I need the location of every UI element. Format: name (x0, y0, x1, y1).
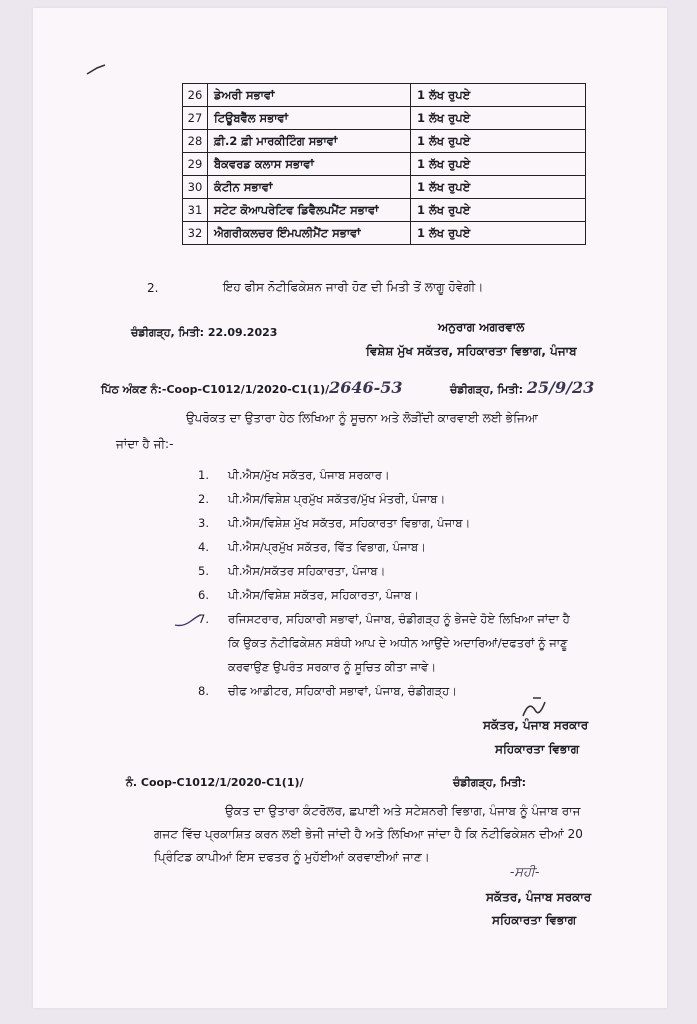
list-item-text: ਪੀ.ਐਸ/ਵਿਸ਼ੇਸ਼ ਪ੍ਰਮੁੱਖ ਸਕੱਤਰ/ਮੁੱਖ ਮੰਤਰੀ, ਪੰਜਾਬ। (228, 492, 446, 506)
place-date: ਚੰਡੀਗੜ੍ਹ, ਮਿਤੀ: 22.09.2023 (131, 326, 278, 339)
fee-row-amount: 1 ਲੱਖ ਰੁਪਏ (411, 199, 586, 222)
list-item-text: ਪੀ.ਐਸ/ਵਿਸ਼ੇਸ਼ ਸਕੱਤਰ, ਸਹਿਕਾਰਤਾ, ਪੰਜਾਬ। (228, 588, 419, 602)
signature2-mark: -ਸਹੀ- (510, 865, 540, 880)
fee-row-society-type: ਡੇਅਰੀ ਸਭਾਵਾਂ (208, 84, 411, 107)
distribution-list-item (198, 684, 658, 708)
fee-row-society-type: ਫ਼ੀ.2 ਫ਼ੀ ਮਾਰਕੀਟਿੰਗ ਸਭਾਵਾਂ (208, 130, 411, 153)
signature2-line2: ਸਹਿਕਾਰਤਾ ਵਿਭਾਗ (492, 913, 577, 927)
list-item-text: ਰਜਿਸਟਰਾਰ, ਸਹਿਕਾਰੀ ਸਭਾਵਾਂ, ਪੰਜਾਬ, ਚੰਡੀਗੜ੍ਹ ਨੂੰ ਭੇਜਦੇ ਹੋਏ ਲਿਖਿਆ ਜਾਂਦਾ ਹੈ (228, 612, 570, 626)
signature2-line1: ਸਕੱਤਰ, ਪੰਜਾਬ ਸਰਕਾਰ (486, 890, 592, 904)
signature1-line1: ਸਕੱਤਰ, ਪੰਜਾਬ ਸਰਕਾਰ (483, 718, 589, 732)
distribution-list-item (198, 588, 658, 612)
endorsement2-ref: ਨੰ. Coop-C1012/1/2020-C1(1)/ (126, 776, 304, 789)
list-item-number: 7. (198, 612, 209, 626)
fee-row-number: 26 (183, 84, 208, 107)
signature1-line2: ਸਹਿਕਾਰਤਾ ਵਿਭਾਗ (495, 742, 580, 756)
tick-mark (173, 611, 203, 629)
list-item-text: ਪੀ.ਐਸ/ਮੁੱਖ ਸਕੱਤਰ, ਪੰਜਾਬ ਸਰਕਾਰ। (228, 468, 390, 482)
distribution-list-item (198, 540, 658, 564)
endorsement2-place-date: ਚੰਡੀਗੜ੍ਹ, ਮਿਤੀ: (453, 776, 527, 789)
document-page (33, 8, 667, 1008)
fee-row-amount: 1 ਲੱਖ ਰੁਪਏ (411, 176, 586, 199)
stray-pen-mark (85, 62, 107, 78)
endorsement-ref-label: ਪਿੱਠ ਅੰਕਣ ਨੰ:-Coop-C1012/1/2020-C1(1)/ (101, 383, 330, 396)
distribution-list-item (198, 492, 658, 516)
para2-text: ਇਹ ਫੀਸ ਨੋਟੀਫਿਕੇਸ਼ਨ ਜਾਰੀ ਹੋਣ ਦੀ ਮਿਤੀ ਤੋਂ ਲਾਗੂ ਹੋਵੇਗੀ। (223, 280, 484, 294)
signatory-designation: ਵਿਸ਼ੇਸ਼ ਮੁੱਖ ਸਕੱਤਰ, ਸਹਿਕਾਰਤਾ ਵਿਭਾਗ, ਪੰਜਾਬ (366, 344, 577, 358)
endorsement-date-label: ਚੰਡੀਗੜ੍ਹ, ਮਿਤੀ: (450, 383, 524, 396)
fee-table (182, 83, 586, 245)
fee-table-row (183, 130, 586, 153)
list-item-number: 8. (198, 684, 209, 698)
list-item-text: ਚੀਫ ਆਡੀਟਰ, ਸਹਿਕਾਰੀ ਸਭਾਵਾਂ, ਪੰਜਾਬ, ਚੰਡੀਗੜ੍ਹ। (228, 684, 457, 698)
list-item-number: 5. (198, 564, 209, 578)
list-item-text: ਕਰਵਾਉਣ ਉਪਰੰਤ ਸਰਕਾਰ ਨੂੰ ਸੂਚਿਤ ਕੀਤਾ ਜਾਵੇ। (228, 660, 437, 674)
fee-row-amount: 1 ਲੱਖ ਰੁਪਏ (411, 222, 586, 245)
list-item-text: ਕਿ ਉਕਤ ਨੋਟੀਫਿਕੇਸ਼ਨ ਸਬੰਧੀ ਆਪ ਦੇ ਅਧੀਨ ਆਉਂਦੇ ਅਦਾਰਿਆਂ/ਦਫਤਰਾਂ ਨੂੰ ਜਾਣੂ (228, 636, 568, 650)
endorsement-date (450, 378, 594, 397)
distribution-list-item (198, 612, 658, 684)
fee-row-number: 32 (183, 222, 208, 245)
list-item-number: 1. (198, 468, 209, 482)
endorsement2-line2: ਗਜਟ ਵਿੱਚ ਪ੍ਰਕਾਸ਼ਿਤ ਕਰਨ ਲਈ ਭੇਜੀ ਜਾਂਦੀ ਹੈ ਅਤੇ ਲਿਖਿਆ ਜਾਂਦਾ ਹੈ ਕਿ ਨੋਟੀਫਿਕੇਸ਼ਨ ਦੀਆਂ 20 (154, 827, 583, 841)
list-item-text: ਪੀ.ਐਸ/ਸਕੱਤਰ ਸਹਿਕਾਰਤਾ, ਪੰਜਾਬ। (228, 564, 386, 578)
fee-row-amount: 1 ਲੱਖ ਰੁਪਏ (411, 130, 586, 153)
signatory-name: ਅਨੁਰਾਗ ਅਗਰਵਾਲ (438, 320, 525, 334)
endorsement-intro-line2: ਜਾਂਦਾ ਹੈ ਜੀ:- (116, 437, 174, 451)
list-item-number: 2. (198, 492, 209, 506)
distribution-list-item (198, 564, 658, 588)
fee-row-number: 27 (183, 107, 208, 130)
fee-row-number: 28 (183, 130, 208, 153)
handwritten-ref-number: 2646-53 (329, 378, 403, 397)
fee-row-society-type: ਸਟੇਟ ਕੋਆਪਰੇਟਿਵ ਡਿਵੈਲਪਮੈਂਟ ਸਭਾਵਾਂ (208, 199, 411, 222)
distribution-list-item (198, 468, 658, 492)
fee-row-amount: 1 ਲੱਖ ਰੁਪਏ (411, 107, 586, 130)
fee-row-society-type: ਕੰਟੀਨ ਸਭਾਵਾਂ (208, 176, 411, 199)
list-item-number: 6. (198, 588, 209, 602)
endorsement2-line1: ਉਕਤ ਦਾ ਉਤਾਰਾ ਕੰਟਰੋਲਰ, ਛਪਾਈ ਅਤੇ ਸਟੇਸ਼ਨਰੀ ਵਿਭਾਗ, ਪੰਜਾਬ ਨੂੰ ਪੰਜਾਬ ਰਾਜ (225, 804, 581, 818)
fee-row-number: 29 (183, 153, 208, 176)
fee-table-row (183, 176, 586, 199)
handwritten-date: 25/9/23 (526, 378, 595, 397)
endorsement-ref (101, 378, 403, 397)
fee-row-number: 31 (183, 199, 208, 222)
fee-table-row (183, 199, 586, 222)
fee-row-society-type: ਐਗਰੀਕਲਚਰ ਇੰਮਪਲੀਮੈਂਟ ਸਭਾਵਾਂ (208, 222, 411, 245)
endorsement-intro-line1: ਉਪਰੋਕਤ ਦਾ ਉਤਾਰਾ ਹੇਠ ਲਿਖਿਆ ਨੂੰ ਸੂਚਨਾ ਅਤੇ ਲੋੜੀਂਦੀ ਕਾਰਵਾਈ ਲਈ ਭੇਜਿਆ (186, 411, 538, 425)
endorsement2-line3: ਪ੍ਰਿੰਟਿਡ ਕਾਪੀਆਂ ਇਸ ਦਫਤਰ ਨੂੰ ਮੁਹੱਈਆਂ ਕਰਵਾਈਆਂ ਜਾਣ। (154, 850, 430, 864)
list-item-number: 3. (198, 516, 209, 530)
fee-table-row (183, 222, 586, 245)
fee-row-society-type: ਟਿਊਬਵੈੱਲ ਸਭਾਵਾਂ (208, 107, 411, 130)
fee-row-amount: 1 ਲੱਖ ਰੁਪਏ (411, 84, 586, 107)
list-item-text: ਪੀ.ਐਸ/ਪ੍ਰਮੁੱਖ ਸਕੱਤਰ, ਵਿੱਤ ਵਿਭਾਗ, ਪੰਜਾਬ। (228, 540, 426, 554)
fee-row-amount: 1 ਲੱਖ ਰੁਪਏ (411, 153, 586, 176)
list-item-text: ਪੀ.ਐਸ/ਵਿਸ਼ੇਸ਼ ਮੁੱਖ ਸਕੱਤਰ, ਸਹਿਕਾਰਤਾ ਵਿਭਾਗ, ਪੰਜਾਬ। (228, 516, 471, 530)
fee-table-row (183, 107, 586, 130)
fee-row-number: 30 (183, 176, 208, 199)
distribution-list-item (198, 516, 658, 540)
fee-table-row (183, 84, 586, 107)
list-item-number: 4. (198, 540, 209, 554)
para2-number: 2. (147, 281, 159, 295)
distribution-list (198, 468, 658, 698)
fee-row-society-type: ਬੈਕਵਰਡ ਕਲਾਸ ਸਭਾਵਾਂ (208, 153, 411, 176)
fee-table-row (183, 153, 586, 176)
